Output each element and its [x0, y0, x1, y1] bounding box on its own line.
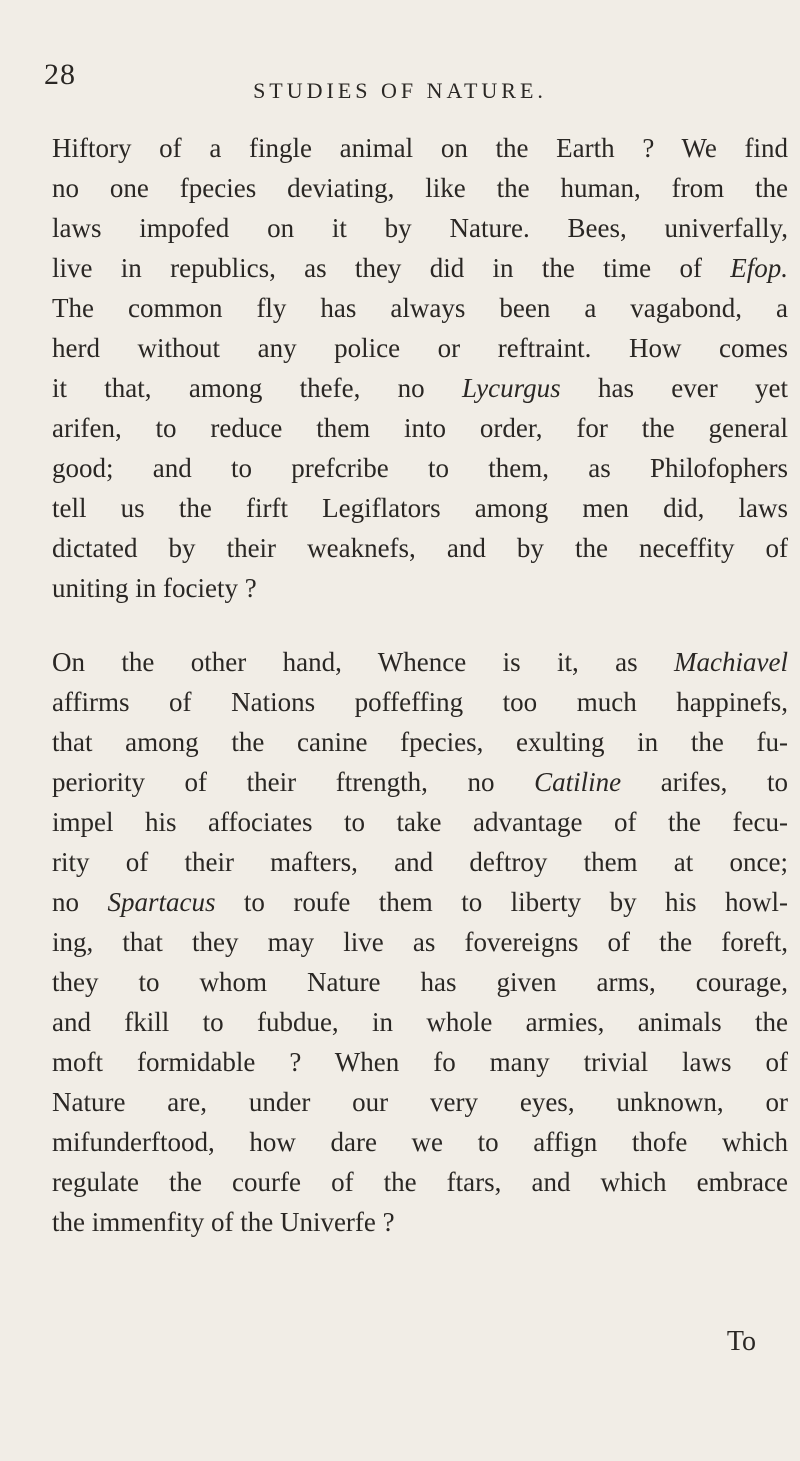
text-line: Hiftory of a fingle animal on the Earth ? We find	[52, 133, 788, 163]
text-line: On the other hand, Whence is it, as Machiavel	[52, 647, 788, 677]
italic-text: Lycurgus	[461, 373, 561, 403]
text-line: dictated by their weaknefs, and by the neceffity of	[52, 533, 788, 563]
italic-text: Spartacus	[107, 887, 216, 917]
text-line: good; and to prefcribe to them, as Philofophers	[52, 453, 788, 483]
text-line: ing, that they may live as fovereigns of the foreft,	[52, 927, 788, 957]
body-text	[52, 128, 788, 1242]
text-line: herd without any police or reftraint. How comes	[52, 333, 788, 363]
text-line: live in republics, as they did in the time of Efop.	[52, 253, 788, 283]
text-line: the immenfity of the Univerfe ?	[52, 1207, 395, 1237]
page-number: 28	[44, 58, 76, 91]
text-line: uniting in fociety ?	[52, 573, 257, 603]
paragraph	[52, 642, 788, 1242]
text-line: they to whom Nature has given arms, courage,	[52, 967, 788, 997]
italic-text: Catiline	[534, 767, 622, 797]
text-line: it that, among thefe, no Lycurgus has ever yet	[52, 373, 788, 403]
text-line: affirms of Nations poffeffing too much happinefs,	[52, 687, 788, 717]
text-line: The common fly has always been a vagabond, a	[52, 293, 788, 323]
text-line: tell us the firft Legiflators among men did, laws	[52, 493, 788, 523]
text-line: and fkill to fubdue, in whole armies, animals the	[52, 1007, 788, 1037]
text-line: impel his affociates to take advantage of the fecu-	[52, 807, 788, 837]
text-line: periority of their ftrength, no Catiline arifes, to	[52, 767, 788, 797]
text-line: arifen, to reduce them into order, for the general	[52, 413, 788, 443]
text-line: that among the canine fpecies, exulting in the fu-	[52, 727, 788, 757]
text-line: laws impofed on it by Nature. Bees, univerfally,	[52, 213, 788, 243]
text-line: regulate the courfe of the ftars, and which embrace	[52, 1167, 788, 1197]
italic-text: Efop.	[730, 253, 788, 283]
paragraph	[52, 128, 788, 608]
text-line: mifunderftood, how dare we to affign thofe which	[52, 1127, 788, 1157]
text-line: no one fpecies deviating, like the human, from the	[52, 173, 788, 203]
paragraph-gap	[52, 608, 788, 642]
text-line: moft formidable ? When fo many trivial laws of	[52, 1047, 788, 1077]
text-line: rity of their mafters, and deftroy them at once;	[52, 847, 788, 877]
catchword: To	[726, 1326, 756, 1357]
italic-text: Machiavel	[674, 647, 788, 677]
text-line: no Spartacus to roufe them to liberty by his howl-	[52, 887, 788, 917]
running-head: STUDIES OF NATURE.	[253, 78, 547, 103]
text-line: Nature are, under our very eyes, unknown, or	[52, 1087, 788, 1117]
